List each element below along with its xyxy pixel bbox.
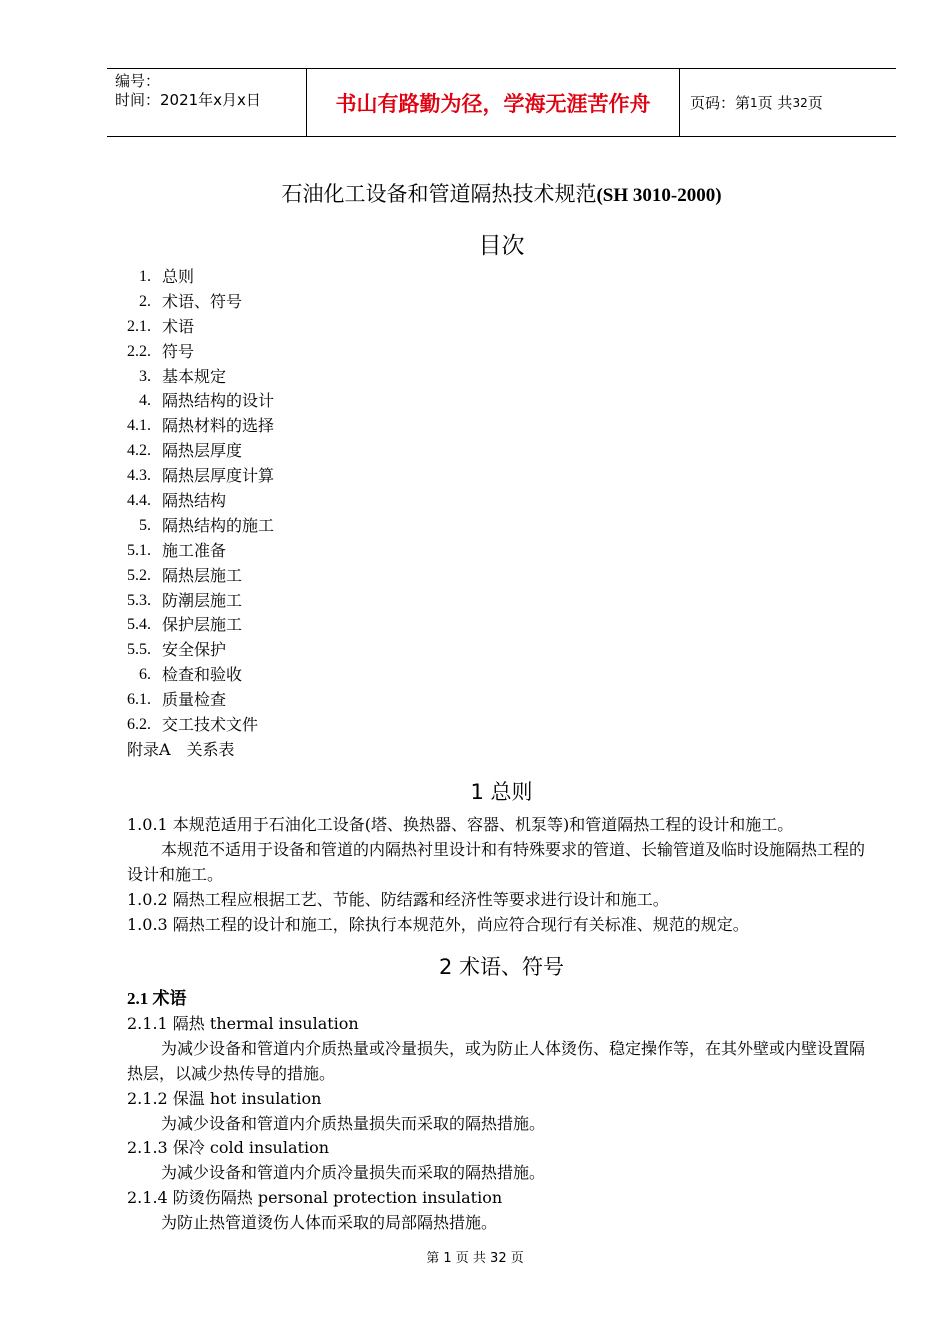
toc-item bbox=[107, 414, 807, 439]
toc-item bbox=[107, 464, 807, 489]
toc-item-number: 1. bbox=[139, 268, 151, 285]
toc-item-label: 质量检查 bbox=[162, 690, 227, 710]
toc-item-label: 隔热层施工 bbox=[162, 565, 243, 585]
term-definition: 为减少设备和管道内介质热量或冷量损失，或为防止人体烫伤、稳定操作等，在其外壁或内壁设置隔热层，以减少热传导的措施。 bbox=[127, 1038, 866, 1083]
section-2-body bbox=[127, 987, 877, 1236]
toc-appendix-label: 附录A 关系表 bbox=[127, 739, 235, 759]
term-definition: 为防止热管道烫伤人体而采取的局部隔热措施。 bbox=[161, 1213, 498, 1233]
paragraph: 1.0.3 隔热工程的设计和施工，除执行本规范外，尚应符合现行有关标准、规范的规定。 bbox=[127, 914, 749, 934]
term-entry: 2.1.2 保温 hot insulation bbox=[127, 1088, 322, 1108]
page-info-cell bbox=[680, 69, 896, 136]
page-number: 1 bbox=[750, 95, 758, 110]
toc-item-number: 6. bbox=[139, 666, 151, 684]
toc-item bbox=[107, 315, 807, 340]
toc-item bbox=[107, 589, 807, 614]
toc-item-number: 6.2. bbox=[127, 716, 151, 734]
toc-item-number: 4.4. bbox=[127, 492, 151, 510]
table-of-contents bbox=[107, 265, 807, 763]
subsection-heading bbox=[127, 987, 877, 1012]
motto: 书山有路勤为径，学海无涯苦作舟 bbox=[307, 69, 680, 136]
toc-item-number: 4.1. bbox=[127, 417, 151, 435]
section-2-heading: 2 术语、符号 bbox=[438, 955, 565, 979]
toc-item bbox=[107, 365, 807, 390]
toc-item bbox=[107, 613, 807, 638]
toc-item-number: 5.4. bbox=[127, 616, 151, 634]
term-definition: 为减少设备和管道内介质热量损失而采取的隔热措施。 bbox=[161, 1113, 546, 1133]
toc-item-label: 总则 bbox=[162, 267, 195, 286]
toc-item-label: 符号 bbox=[162, 341, 195, 361]
toc-item-number: 5. bbox=[139, 516, 151, 534]
header-meta-cell bbox=[107, 69, 307, 136]
page-mid: 页 共 bbox=[757, 94, 793, 112]
document-title-text: 石油化工设备和管道隔热技术规范 bbox=[281, 182, 597, 206]
toc-item-label: 安全保护 bbox=[162, 640, 227, 660]
paragraph: 1.0.1 本规范适用于石油化工设备(塔、换热器、容器、机泵等)和管道隔热工程的设计和施工。 bbox=[127, 815, 794, 834]
toc-item-label: 交工技术文件 bbox=[162, 715, 259, 735]
toc-item-number: 4.3. bbox=[127, 467, 151, 485]
term-definition: 为减少设备和管道内介质冷量损失而采取的隔热措施。 bbox=[161, 1163, 546, 1183]
toc-item-number: 4. bbox=[139, 392, 151, 410]
term-entry: 2.1.3 保冷 cold insulation bbox=[127, 1138, 330, 1158]
toc-item-label: 术语 bbox=[162, 316, 195, 336]
toc-item bbox=[107, 663, 807, 688]
toc-item-number: 2.2. bbox=[127, 342, 151, 360]
subsection-title: 术语 bbox=[152, 989, 187, 1009]
toc-item-number: 5.2. bbox=[127, 566, 151, 584]
page-total: 32 bbox=[792, 95, 808, 110]
toc-item bbox=[107, 389, 807, 414]
page-suffix: 页 bbox=[807, 94, 823, 112]
toc-item-label: 隔热结构 bbox=[162, 491, 227, 511]
page-prefix: 页码：第 bbox=[690, 94, 751, 112]
toc-item bbox=[107, 564, 807, 589]
toc-item-label: 施工准备 bbox=[162, 540, 227, 560]
toc-item-number: 2. bbox=[139, 292, 151, 310]
paragraph: 本规范不适用于设备和管道的内隔热衬里设计和有特殊要求的管道、长输管道及临时设施隔热工程的设计和施工。 bbox=[127, 839, 866, 884]
toc-item-number: 3. bbox=[139, 367, 151, 385]
term-entry: 2.1.4 防烫伤隔热 personal protection insulation bbox=[127, 1188, 503, 1208]
page-footer: 第 1 页 共 32 页 bbox=[426, 1251, 524, 1266]
toc-item bbox=[107, 489, 807, 514]
toc-item bbox=[107, 514, 807, 539]
toc-item-label: 隔热材料的选择 bbox=[162, 416, 275, 436]
toc-item-number: 5.5. bbox=[127, 641, 151, 659]
section-1-body bbox=[127, 813, 877, 938]
document-code: (SH 3010-2000) bbox=[596, 185, 722, 206]
toc-item-label: 基本规定 bbox=[162, 366, 227, 386]
header-table bbox=[107, 68, 896, 137]
toc-appendix bbox=[107, 738, 807, 763]
toc-item-label: 隔热结构的设计 bbox=[162, 391, 275, 411]
toc-item-label: 隔热层厚度 bbox=[162, 441, 243, 461]
time-label: 时间：2021年x月x日 bbox=[115, 91, 261, 109]
toc-item bbox=[107, 290, 807, 315]
toc-item-label: 防潮层施工 bbox=[162, 590, 243, 610]
document-title bbox=[107, 178, 896, 208]
toc-item-label: 检查和验收 bbox=[162, 665, 243, 685]
toc-item-label: 保护层施工 bbox=[162, 615, 243, 635]
toc-item-label: 隔热层厚度计算 bbox=[162, 466, 275, 486]
toc-item-number: 6.1. bbox=[127, 691, 151, 709]
toc-item-label: 隔热结构的施工 bbox=[162, 515, 275, 535]
toc-item bbox=[107, 638, 807, 663]
toc-item bbox=[107, 340, 807, 365]
toc-item-number: 4.2. bbox=[127, 442, 151, 460]
toc-title: 目次 bbox=[478, 233, 525, 259]
toc-item bbox=[107, 439, 807, 464]
serial-label: 编号： bbox=[115, 72, 161, 90]
toc-item bbox=[107, 265, 807, 290]
toc-item-number: 5.1. bbox=[127, 541, 151, 559]
paragraph: 1.0.2 隔热工程应根据工艺、节能、防结露和经济性等要求进行设计和施工。 bbox=[127, 889, 669, 909]
toc-item-number: 5.3. bbox=[127, 591, 151, 609]
section-1-heading: 1 总则 bbox=[470, 780, 533, 804]
term-entry: 2.1.1 隔热 thermal insulation bbox=[127, 1013, 359, 1033]
toc-item bbox=[107, 539, 807, 564]
toc-item bbox=[107, 688, 807, 713]
toc-item-label: 术语、符号 bbox=[162, 291, 243, 311]
toc-item bbox=[107, 713, 807, 738]
toc-item-number: 2.1. bbox=[127, 317, 151, 335]
subsection-number: 2.1 bbox=[127, 989, 153, 1008]
